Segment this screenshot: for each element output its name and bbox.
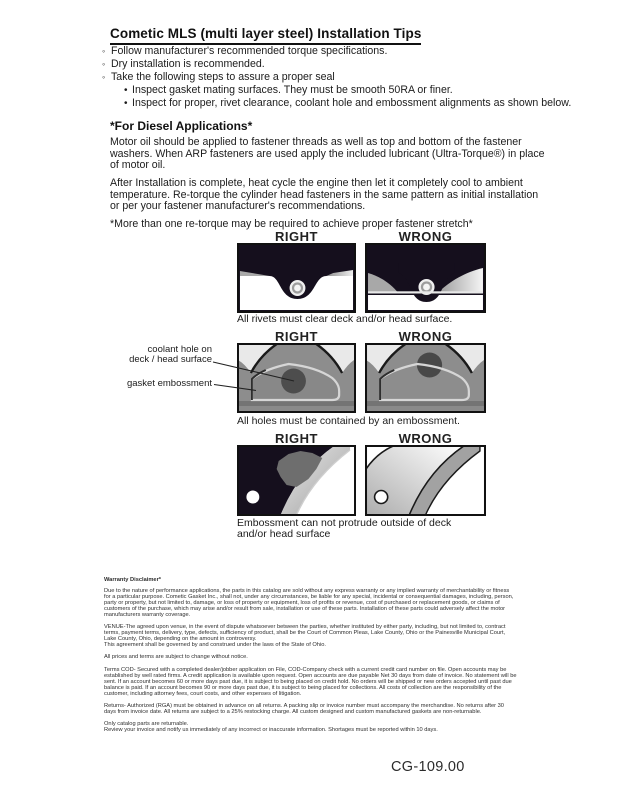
list-item bbox=[102, 45, 552, 58]
figure3-right-diagram bbox=[237, 445, 356, 516]
list-item-text: Follow manufacturer's recommended torque specifications. bbox=[111, 45, 388, 57]
list-item-text: Dry installation is recommended. bbox=[111, 58, 265, 70]
legal-paragraph: This agreement shall be governed by and construed under the laws of the State of Ohio. bbox=[104, 642, 326, 649]
list-item-text: Inspect gasket mating surfaces. They must be smooth 50RA or finer. bbox=[132, 84, 453, 96]
figure1-wrong-diagram bbox=[365, 243, 486, 313]
figure2-wrong-label: WRONG bbox=[398, 329, 453, 344]
solid-bullet-icon: • bbox=[124, 98, 128, 109]
legal-heading: Warranty Disclaimer* bbox=[104, 577, 162, 583]
annotation-coolant-hole bbox=[115, 345, 212, 365]
list-item-text: Inspect for proper, rivet clearance, coolant hole and embossment alignments as shown below. bbox=[132, 97, 572, 109]
figure2-wrong-diagram bbox=[365, 343, 486, 413]
figure3-wrong-label: WRONG bbox=[398, 431, 453, 446]
figure2-right-diagram bbox=[237, 343, 356, 413]
figure1-caption: All rivets must clear deck and/or head surface. bbox=[237, 313, 453, 325]
figure3-caption: Embossment can not protrude outside of deck and/or head surface bbox=[237, 517, 452, 540]
legal-paragraph: Review your invoice and notify us immediately of any incorrect or inaccurate information. Shortages must be reported within 10 days. bbox=[104, 726, 438, 733]
sub-list-item bbox=[102, 84, 552, 97]
solid-bullet-icon: • bbox=[124, 85, 128, 96]
paragraph: After Installation is complete, heat cycle the engine then let it completely cool to ambient temperature. Re-torque the cylinder head fasteners in the same pattern as initial installation or per your fastener manufacturer's recommendations. bbox=[110, 177, 539, 212]
open-bullet-icon: ◦ bbox=[102, 46, 106, 56]
legal-paragraph: All prices and terms are subject to change without notice. bbox=[104, 654, 248, 661]
open-bullet-icon: ◦ bbox=[102, 72, 106, 82]
annotation-line: coolant hole on bbox=[147, 344, 212, 355]
legal-paragraph: VENUE-The agreed upon venue, in the event of dispute whatsoever between the parties, whether instituted by either party, including, but not limited to, contract terms, payment terms, delivery, type, defects, sufficiency of product, shall be the Court of Common Pleas, Lake County, Ohio or the Painesville Municipal Court, Lake County, Ohio, depending on the amount in controversy. bbox=[104, 624, 506, 643]
figure1-right-label: RIGHT bbox=[275, 229, 318, 244]
list-item bbox=[102, 71, 552, 84]
figure2-caption: All holes must be contained by an embossment. bbox=[237, 415, 460, 427]
legal-paragraph: Terms COD- Secured with a completed dealer/jobber application on File, COD-Company check with a current credit card number on file. Open accounts may be established by well rated firms. A credit application is available upon request. Open accounts are due payable Net 30 days from date of invoice. No statement will be sent. If an account becomes 60 or more days past due, it is subject to being placed on credit hold. No orders will be shipped or new orders accepted until past due balance is paid. If an account becomes 90 or more days past due, it is subject to being placed for collections. All costs of collection are the responsibility of the customer, including attorney fees, court costs, and other expenses of litigation. bbox=[104, 666, 517, 697]
installation-tips-list bbox=[102, 45, 572, 110]
figure1-right-diagram bbox=[237, 243, 356, 313]
figure2-right-label: RIGHT bbox=[275, 329, 318, 344]
legal-paragraph: Only catalog parts are returnable. bbox=[104, 720, 189, 727]
open-bullet-icon: ◦ bbox=[102, 59, 106, 69]
legal-paragraph: Due to the nature of performance applications, the parts in this catalog are sold without any express warranty or any implied warranty of merchantability or fitness for a particular purpose. Cometic Gasket Inc., shall not, under any circumstances, be liable for any special, incidental or consequential damages, including, person, party or property, but not limited to, damage, or loss of property or equipment, loss of profits or revenue, cost of purchased or replacement goods, or claims of customers of the purchase, which may arise and/or result from sale, installation or use of these parts. Installation of these parts could adversely affect the motor manufacturers warranty coverage. bbox=[104, 588, 514, 619]
page-title: Cometic MLS (multi layer steel) Installation Tips bbox=[110, 26, 421, 45]
annotation-line: deck / head surface bbox=[129, 354, 212, 365]
annotation-line: gasket embossment bbox=[126, 378, 212, 389]
figure3-right-label: RIGHT bbox=[275, 431, 318, 446]
sub-list-item bbox=[102, 97, 572, 110]
list-item bbox=[102, 58, 552, 71]
figure3-wrong-diagram bbox=[365, 445, 486, 516]
list-item-text: Take the following steps to assure a proper seal bbox=[111, 71, 335, 83]
legal-section bbox=[104, 577, 517, 733]
legal-paragraph: Returns- Authorized (RGA) must be obtained in advance on all returns. A packing slip or invoice number must accompany the merchandise. No returns after 30 days from invoice date. All returns are subject to a 25% restocking charge. All custom designed and custom manufactured gaskets are non-returnable. bbox=[104, 702, 504, 715]
paragraph: *More than one re-torque may be required to achieve proper fastener stretch* bbox=[110, 218, 473, 230]
page-code: CG-109.00 bbox=[391, 759, 465, 775]
annotation-gasket-embossment bbox=[115, 379, 212, 389]
figure1-wrong-label: WRONG bbox=[398, 229, 453, 244]
diesel-applications-section bbox=[110, 119, 547, 231]
paragraph: Motor oil should be applied to fastener threads as well as top and bottom of the fastener washers. When ARP fasteners are used apply the included lubricant (Ultra-Torque®) in place of motor oil. bbox=[110, 136, 545, 171]
section-heading: *For Diesel Applications* bbox=[110, 119, 253, 133]
